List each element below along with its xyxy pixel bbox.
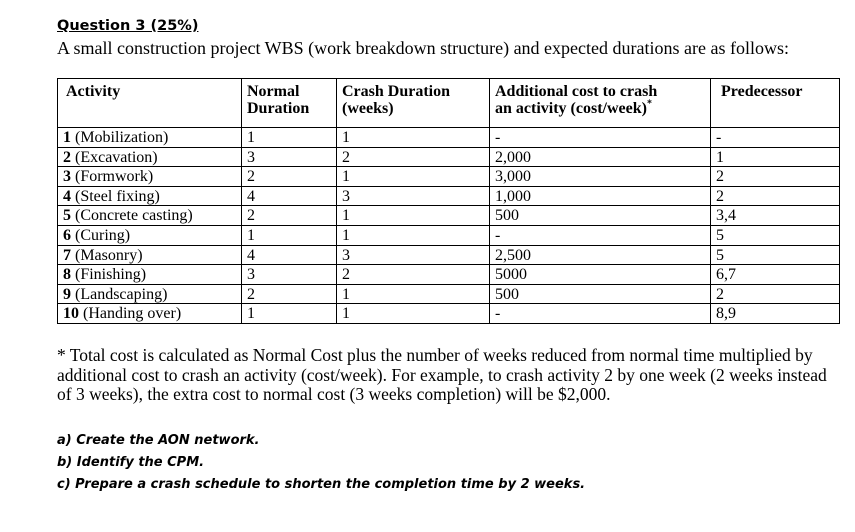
footnote: * Total cost is calculated as Normal Cost plus the number of weeks reduced from normal time multiplied by additional cost to crash an activity (cost/week). For example, to crash activity 2 by one week (2 weeks instead of 3 weeks), the extra cost to normal cost (3 weeks completion) will be $2,000. — [57, 345, 827, 404]
cell-cost: 1,000 — [490, 186, 711, 206]
cell-crash: 3 — [337, 186, 490, 206]
cell-normal: 2 — [242, 167, 337, 187]
activity-number: 4 — [63, 187, 71, 205]
cell-activity — [58, 206, 242, 226]
table-row — [58, 245, 840, 265]
table-header-row — [58, 79, 840, 128]
cell-crash: 1 — [337, 206, 490, 226]
cell-cost: - — [490, 225, 711, 245]
activity-name: (Concrete casting) — [75, 207, 193, 225]
cell-activity — [58, 265, 242, 285]
cell-crash: 1 — [337, 167, 490, 187]
activity-name: (Masonry) — [75, 246, 143, 264]
cell-normal: 2 — [242, 284, 337, 304]
cell-cost: 5000 — [490, 265, 711, 285]
header-predecessor: Predecessor — [711, 79, 840, 128]
cell-crash: 2 — [337, 147, 490, 167]
table-row — [58, 225, 840, 245]
cell-activity — [58, 304, 242, 324]
cell-predecessor: 5 — [711, 225, 840, 245]
activity-name: (Handing over) — [83, 305, 182, 323]
cell-cost: 2,000 — [490, 147, 711, 167]
cell-predecessor: 2 — [711, 284, 840, 304]
cell-normal: 4 — [242, 186, 337, 206]
cell-cost: - — [490, 304, 711, 324]
cell-crash: 1 — [337, 128, 490, 148]
cell-cost: 2,500 — [490, 245, 711, 265]
activity-number: 5 — [63, 207, 71, 225]
header-normal-duration: Normal Duration — [242, 79, 337, 128]
cell-predecessor: 8,9 — [711, 304, 840, 324]
task-item-a: a) Create the AON network. — [57, 433, 260, 448]
table-body — [58, 128, 840, 324]
activity-name: (Curing) — [75, 226, 131, 244]
cell-normal: 1 — [242, 304, 337, 324]
cell-predecessor: 2 — [711, 167, 840, 187]
activity-number: 10 — [63, 305, 79, 323]
table-row — [58, 284, 840, 304]
cell-activity — [58, 284, 242, 304]
header-crash-duration: Crash Duration (weeks) — [337, 79, 490, 128]
cell-normal: 3 — [242, 147, 337, 167]
cell-activity — [58, 245, 242, 265]
header-activity: Activity — [58, 79, 242, 128]
cell-cost: 500 — [490, 206, 711, 226]
table-row — [58, 186, 840, 206]
cell-normal: 3 — [242, 265, 337, 285]
cell-activity — [58, 167, 242, 187]
cell-normal: 1 — [242, 128, 337, 148]
activity-number: 1 — [63, 129, 71, 146]
cell-crash: 1 — [337, 225, 490, 245]
cell-predecessor: 5 — [711, 245, 840, 265]
table-row — [58, 167, 840, 187]
cell-crash: 2 — [337, 265, 490, 285]
cell-predecessor: - — [711, 128, 840, 148]
cell-activity — [58, 186, 242, 206]
table-row — [58, 147, 840, 167]
cell-activity — [58, 147, 242, 167]
table-row — [58, 304, 840, 324]
table-row — [58, 206, 840, 226]
activity-name: (Finishing) — [75, 266, 147, 284]
cell-cost: 500 — [490, 284, 711, 304]
activity-name: (Mobilization) — [75, 129, 169, 146]
activity-number: 9 — [63, 285, 71, 303]
activity-number: 7 — [63, 246, 71, 264]
activity-number: 6 — [63, 226, 71, 244]
cell-normal: 2 — [242, 206, 337, 226]
activity-number: 8 — [63, 266, 71, 284]
task-list — [57, 430, 585, 496]
cell-predecessor: 6,7 — [711, 265, 840, 285]
cell-cost: 3,000 — [490, 167, 711, 187]
cell-activity — [58, 225, 242, 245]
cell-predecessor: 2 — [711, 186, 840, 206]
cell-normal: 1 — [242, 225, 337, 245]
question-title: Question 3 (25%) — [57, 18, 199, 34]
cell-activity — [58, 128, 242, 148]
table-row — [58, 265, 840, 285]
activity-name: (Steel fixing) — [75, 187, 160, 205]
cell-normal: 4 — [242, 245, 337, 265]
wbs-table — [57, 78, 840, 324]
cell-predecessor: 3,4 — [711, 206, 840, 226]
activity-number: 2 — [63, 148, 71, 166]
cell-predecessor: 1 — [711, 147, 840, 167]
cell-crash: 3 — [337, 245, 490, 265]
task-item-b: b) Identify the CPM. — [57, 455, 205, 470]
activity-name: (Excavation) — [75, 148, 158, 166]
cell-crash: 1 — [337, 284, 490, 304]
header-additional-cost: Additional cost to crash an activity (cost/week)* — [490, 79, 711, 128]
activity-number: 3 — [63, 168, 71, 186]
task-item-c: c) Prepare a crash schedule to shorten the completion time by 2 weeks. — [57, 477, 586, 492]
table-row — [58, 128, 840, 148]
activity-name: (Landscaping) — [75, 285, 168, 303]
intro-text: A small construction project WBS (work breakdown structure) and expected durations are as follows: — [57, 38, 789, 58]
cell-crash: 1 — [337, 304, 490, 324]
activity-name: (Formwork) — [75, 168, 154, 186]
cell-cost: - — [490, 128, 711, 148]
